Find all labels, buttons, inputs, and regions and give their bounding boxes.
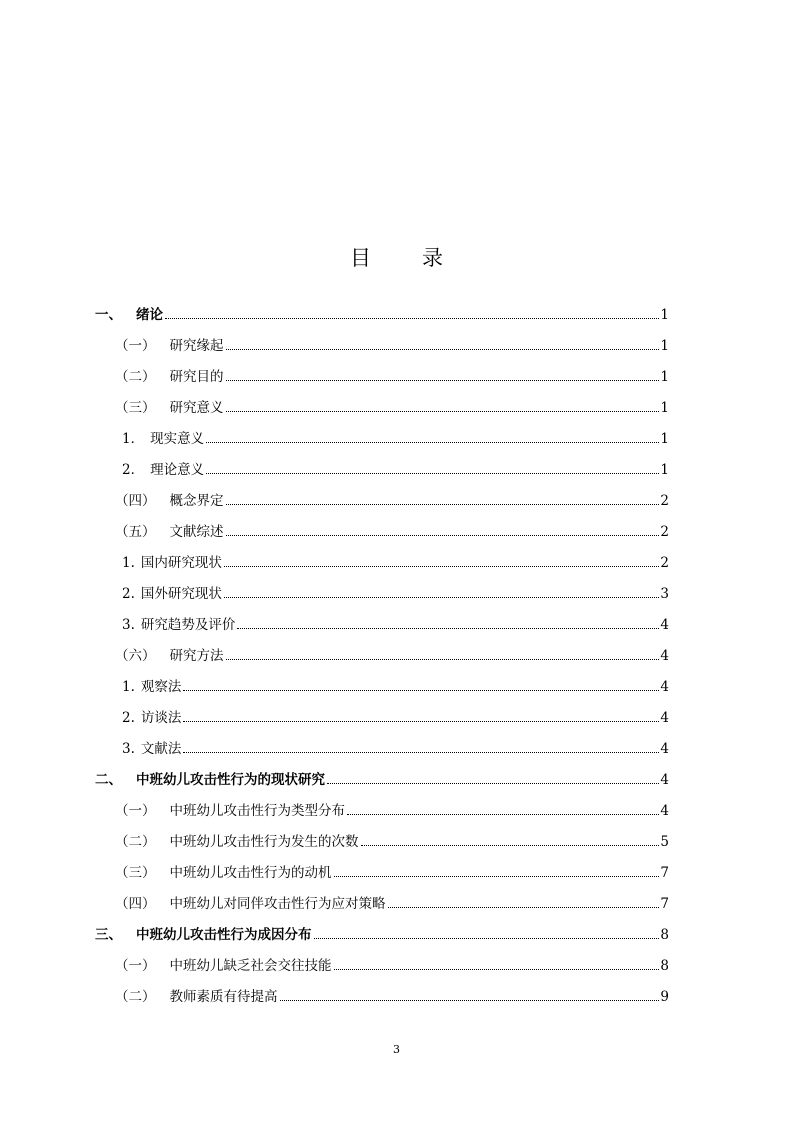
dot-leader bbox=[206, 442, 659, 443]
dot-leader bbox=[226, 411, 660, 412]
dot-leader bbox=[334, 969, 660, 970]
toc-entry-number: 一、 bbox=[95, 307, 122, 323]
toc-entry-page: 7 bbox=[660, 896, 669, 912]
toc-entry-number: （二） bbox=[115, 989, 156, 1005]
toc-entry-page: 1 bbox=[660, 400, 669, 416]
toc-entry-title: 研究方法 bbox=[169, 648, 224, 664]
toc-entry-number: 二、 bbox=[95, 772, 122, 788]
dot-leader bbox=[226, 504, 660, 505]
toc-entry-number: 1. bbox=[122, 555, 135, 571]
toc-entry-title: 绪论 bbox=[136, 307, 163, 323]
toc-entry-page: 2 bbox=[660, 524, 669, 540]
dot-leader bbox=[280, 1000, 660, 1001]
toc-entry-number: （二） bbox=[115, 369, 156, 385]
toc-entry-number: 2． bbox=[122, 462, 145, 478]
dot-leader bbox=[226, 349, 660, 350]
toc-entry-number: 3. bbox=[122, 741, 135, 757]
toc-entry[interactable] bbox=[95, 737, 669, 768]
toc-entry[interactable] bbox=[95, 303, 669, 334]
dot-leader bbox=[334, 876, 660, 877]
dot-leader bbox=[183, 721, 659, 722]
dot-leader bbox=[347, 814, 659, 815]
toc-entry[interactable] bbox=[95, 768, 669, 799]
dot-leader bbox=[314, 938, 660, 939]
toc-entry[interactable] bbox=[95, 954, 669, 985]
toc-entry-title: 国外研究现状 bbox=[140, 586, 222, 602]
toc-entry-title: 观察法 bbox=[140, 679, 182, 695]
toc-entry[interactable] bbox=[95, 396, 669, 427]
toc-entry[interactable] bbox=[95, 458, 669, 489]
toc-entry-page: 1 bbox=[660, 338, 669, 354]
toc-entry-title: 中班幼儿攻击性行为发生的次数 bbox=[169, 834, 359, 850]
toc-entry[interactable] bbox=[95, 675, 669, 706]
dot-leader bbox=[226, 659, 660, 660]
toc-entry-page: 4 bbox=[660, 679, 669, 695]
toc-entry-number: （二） bbox=[115, 834, 156, 850]
toc-entry-title: 中班幼儿攻击性行为的动机 bbox=[169, 865, 332, 881]
toc-entry-number: 三、 bbox=[95, 927, 122, 943]
toc-entry-number: （一） bbox=[115, 338, 156, 354]
toc-entry-page: 4 bbox=[660, 710, 669, 726]
toc-entry[interactable] bbox=[95, 551, 669, 582]
dot-leader bbox=[361, 845, 660, 846]
toc-entry-title: 现实意义 bbox=[150, 431, 205, 447]
toc-entry-title: 研究目的 bbox=[169, 369, 224, 385]
toc-entry-title: 研究意义 bbox=[169, 400, 224, 416]
toc-entry[interactable] bbox=[95, 613, 669, 644]
toc-entry-page: 3 bbox=[660, 586, 669, 602]
toc-entry-page: 2 bbox=[660, 555, 669, 571]
toc-entry-title: 研究缘起 bbox=[169, 338, 224, 354]
toc-entry-number: （六） bbox=[115, 648, 156, 664]
dot-leader bbox=[226, 380, 660, 381]
toc-entry-title: 理论意义 bbox=[150, 462, 205, 478]
toc-entry[interactable] bbox=[95, 644, 669, 675]
dot-leader bbox=[226, 535, 660, 536]
dot-leader bbox=[224, 597, 660, 598]
toc-entry-title: 中班幼儿对同伴攻击性行为应对策略 bbox=[169, 896, 386, 912]
toc-entry-page: 9 bbox=[660, 989, 669, 1005]
toc-entry-number: 2. bbox=[122, 586, 135, 602]
toc-entry-page: 4 bbox=[660, 617, 669, 633]
toc-entry-number: （一） bbox=[115, 803, 156, 819]
toc-entry[interactable] bbox=[95, 582, 669, 613]
dot-leader bbox=[183, 690, 659, 691]
toc-entry-page: 2 bbox=[660, 493, 669, 509]
toc-entry-title: 中班幼儿攻击性行为类型分布 bbox=[169, 803, 345, 819]
toc-entry-page: 8 bbox=[660, 927, 669, 943]
toc-entry[interactable] bbox=[95, 799, 669, 830]
toc-entry-page: 4 bbox=[660, 772, 669, 788]
dot-leader bbox=[165, 318, 659, 319]
toc-entry-page: 4 bbox=[660, 803, 669, 819]
toc-entry-title: 国内研究现状 bbox=[140, 555, 222, 571]
toc-entry[interactable] bbox=[95, 923, 669, 954]
toc-entry-number: 1. bbox=[122, 679, 135, 695]
page-title: 目 录 bbox=[350, 246, 458, 270]
toc-entry-page: 1 bbox=[660, 307, 669, 323]
toc-entry[interactable] bbox=[95, 706, 669, 737]
toc-entry[interactable] bbox=[95, 830, 669, 861]
table-of-contents bbox=[95, 303, 669, 1016]
toc-entry[interactable] bbox=[95, 520, 669, 551]
toc-entry-title: 教师素质有待提高 bbox=[169, 989, 278, 1005]
toc-entry[interactable] bbox=[95, 985, 669, 1016]
dot-leader bbox=[237, 628, 659, 629]
toc-entry[interactable] bbox=[95, 427, 669, 458]
toc-entry-page: 4 bbox=[660, 741, 669, 757]
toc-entry-page: 1 bbox=[660, 462, 669, 478]
toc-entry-page: 5 bbox=[660, 834, 669, 850]
toc-entry-page: 8 bbox=[660, 958, 669, 974]
footer-page-number: 3 bbox=[393, 1043, 400, 1056]
toc-entry-page: 7 bbox=[660, 865, 669, 881]
toc-entry-number: （四） bbox=[115, 493, 156, 509]
dot-leader bbox=[224, 566, 660, 567]
toc-entry-page: 4 bbox=[660, 648, 669, 664]
dot-leader bbox=[183, 752, 659, 753]
toc-entry-title: 文献综述 bbox=[169, 524, 224, 540]
toc-entry-page: 1 bbox=[660, 369, 669, 385]
toc-entry-title: 中班幼儿攻击性行为的现状研究 bbox=[136, 772, 325, 788]
toc-entry[interactable] bbox=[95, 365, 669, 396]
toc-entry-title: 概念界定 bbox=[169, 493, 224, 509]
toc-entry-number: 3. bbox=[122, 617, 135, 633]
toc-entry-title: 访谈法 bbox=[140, 710, 182, 726]
toc-entry-number: （三） bbox=[115, 865, 156, 881]
toc-entry-title: 中班幼儿缺乏社会交往技能 bbox=[169, 958, 332, 974]
toc-entry[interactable] bbox=[95, 861, 669, 892]
dot-leader bbox=[388, 907, 660, 908]
toc-entry[interactable] bbox=[95, 489, 669, 520]
toc-entry-title: 中班幼儿攻击性行为成因分布 bbox=[136, 927, 312, 943]
toc-entry-number: 2. bbox=[122, 710, 135, 726]
dot-leader bbox=[327, 783, 659, 784]
toc-entry-number: （一） bbox=[115, 958, 156, 974]
toc-entry[interactable] bbox=[95, 334, 669, 365]
toc-entry-page: 1 bbox=[660, 431, 669, 447]
toc-entry-number: （三） bbox=[115, 400, 156, 416]
toc-entry-number: （四） bbox=[115, 896, 156, 912]
toc-entry-title: 研究趋势及评价 bbox=[140, 617, 236, 633]
toc-entry-number: 1． bbox=[122, 431, 145, 447]
toc-entry-title: 文献法 bbox=[140, 741, 182, 757]
dot-leader bbox=[206, 473, 659, 474]
toc-entry[interactable] bbox=[95, 892, 669, 923]
toc-entry-number: （五） bbox=[115, 524, 156, 540]
